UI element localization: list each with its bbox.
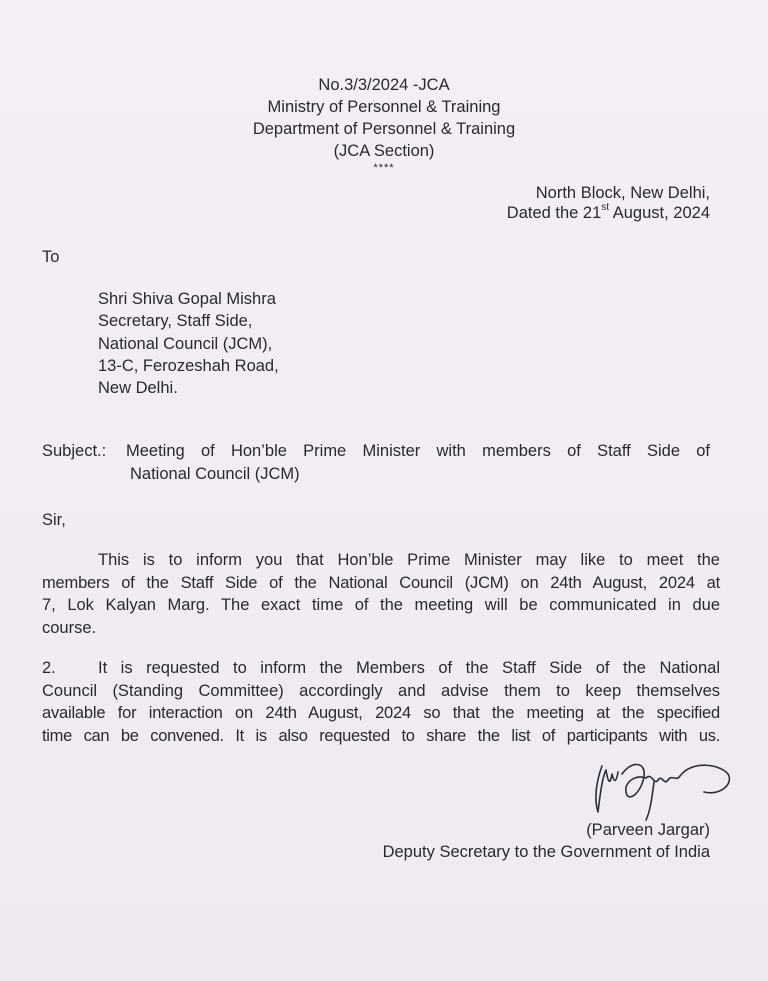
addressee-line: Secretary, Staff Side, (98, 312, 253, 330)
subject-line-2: National Council (JCM) (130, 465, 300, 483)
subject-line-1: Meeting of Hon’ble Prime Minister with members of Staff Side of (126, 442, 710, 460)
paragraph-1-line-1: This is to inform you that Hon’ble Prime Minister may like to meet the (98, 551, 720, 569)
place: North Block, New Delhi, (535, 184, 710, 202)
ministry-name: Ministry of Personnel & Training (267, 98, 501, 116)
to-label: To (42, 248, 60, 266)
date-suffix: August, 2024 (609, 204, 710, 222)
date-line (507, 202, 710, 224)
addressee-line: 13-C, Ferozeshah Road, (98, 357, 279, 375)
section-name: (JCA Section) (333, 142, 435, 160)
signatory-designation: Deputy Secretary to the Government of India (382, 843, 710, 861)
paragraph-1-line-2: members of the Staff Side of the National Council (JCM) on 24th August, 2024 at (42, 574, 720, 592)
subject-label: Subject.: (42, 442, 107, 460)
header-separator: **** (373, 162, 395, 174)
date-superscript: st (601, 202, 610, 213)
paragraph-2-line-2: Council (Standing Committee) accordingly and advise them to keep themselves (42, 682, 720, 700)
file-number: No.3/3/2024 -JCA (318, 76, 450, 94)
signatory-name: (Parveen Jargar) (586, 821, 710, 839)
paragraph-1-line-4: course. (42, 619, 97, 637)
paragraph-2-line-3: available for interaction on 24th August, 2024 so that the meeting at the specified (42, 704, 720, 722)
date-prefix: Dated the 21 (506, 204, 602, 222)
department-name: Department of Personnel & Training (252, 120, 516, 138)
handwritten-signature (588, 752, 748, 822)
addressee-line: New Delhi. (98, 379, 178, 397)
paragraph-2-number: 2. (42, 659, 56, 677)
addressee-line: National Council (JCM), (98, 335, 273, 353)
addressee-line: Shri Shiva Gopal Mishra (98, 290, 276, 308)
paragraph-2-line-4: time can be convened. It is also requested to share the list of participants with us. (42, 727, 720, 745)
paragraph-1-line-3: 7, Lok Kalyan Marg. The exact time of the meeting will be communicated in due (42, 596, 720, 614)
salutation: Sir, (42, 511, 66, 529)
paragraph-2-line-1: It is requested to inform the Members of the Staff Side of the National (98, 659, 720, 677)
